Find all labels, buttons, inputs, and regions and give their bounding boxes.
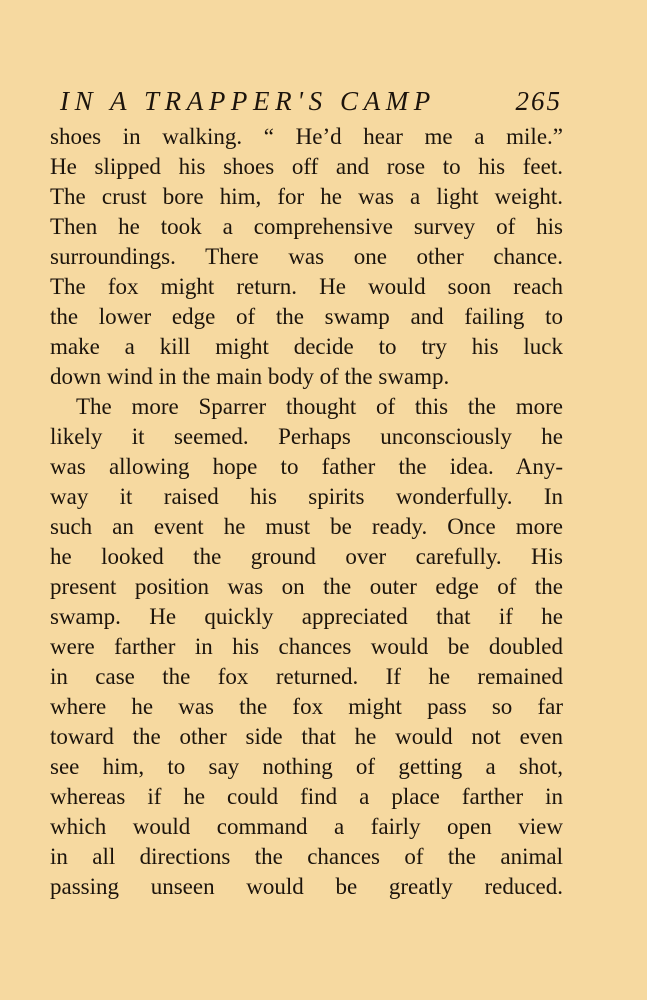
- text-line: shoes in walking. “ He’d hear me a mile.”: [50, 124, 563, 149]
- paragraph-1: [50, 122, 563, 392]
- text-line: The more Sparrer thought of this the more: [76, 394, 563, 419]
- text-line: He slipped his shoes off and rose to his feet.: [50, 154, 563, 179]
- text-line: Then he took a comprehensive survey of his: [50, 214, 563, 239]
- text-line: the lower edge of the swamp and failing to: [50, 304, 563, 329]
- text-line: where he was the fox might pass so far: [50, 694, 563, 719]
- page-number: 265: [515, 86, 562, 116]
- text-line: were farther in his chances would be doubled: [50, 634, 563, 659]
- text-line: was allowing hope to father the idea. Any-: [50, 454, 563, 479]
- body-text: [50, 122, 563, 902]
- running-header: [60, 80, 562, 122]
- text-line: The crust bore him, for he was a light weight.: [50, 184, 563, 209]
- text-line: swamp. He quickly appreciated that if he: [50, 604, 563, 629]
- text-line: whereas if he could find a place farther in: [50, 784, 563, 809]
- text-line: down wind in the main body of the swamp.: [50, 364, 450, 389]
- text-line: passing unseen would be greatly reduced.: [50, 874, 563, 899]
- running-title: IN A TRAPPER'S CAMP: [60, 86, 436, 116]
- text-line: present position was on the outer edge of the: [50, 574, 563, 599]
- paragraph-2: [50, 392, 563, 902]
- text-line: in all directions the chances of the animal: [50, 844, 563, 869]
- text-line: surroundings. There was one other chance.: [50, 244, 563, 269]
- text-line: which would command a fairly open view: [50, 814, 563, 839]
- text-line: such an event he must be ready. Once more: [50, 514, 563, 539]
- text-line: The fox might return. He would soon reach: [50, 274, 563, 299]
- text-line: see him, to say nothing of getting a shot,: [50, 754, 563, 779]
- text-line: likely it seemed. Perhaps unconsciously he: [50, 424, 563, 449]
- text-line: make a kill might decide to try his luck: [50, 334, 563, 359]
- text-line: he looked the ground over carefully. His: [50, 544, 563, 569]
- text-line: toward the other side that he would not even: [50, 724, 563, 749]
- text-line: way it raised his spirits wonderfully. In: [50, 484, 563, 509]
- text-line: in case the fox returned. If he remained: [50, 664, 563, 689]
